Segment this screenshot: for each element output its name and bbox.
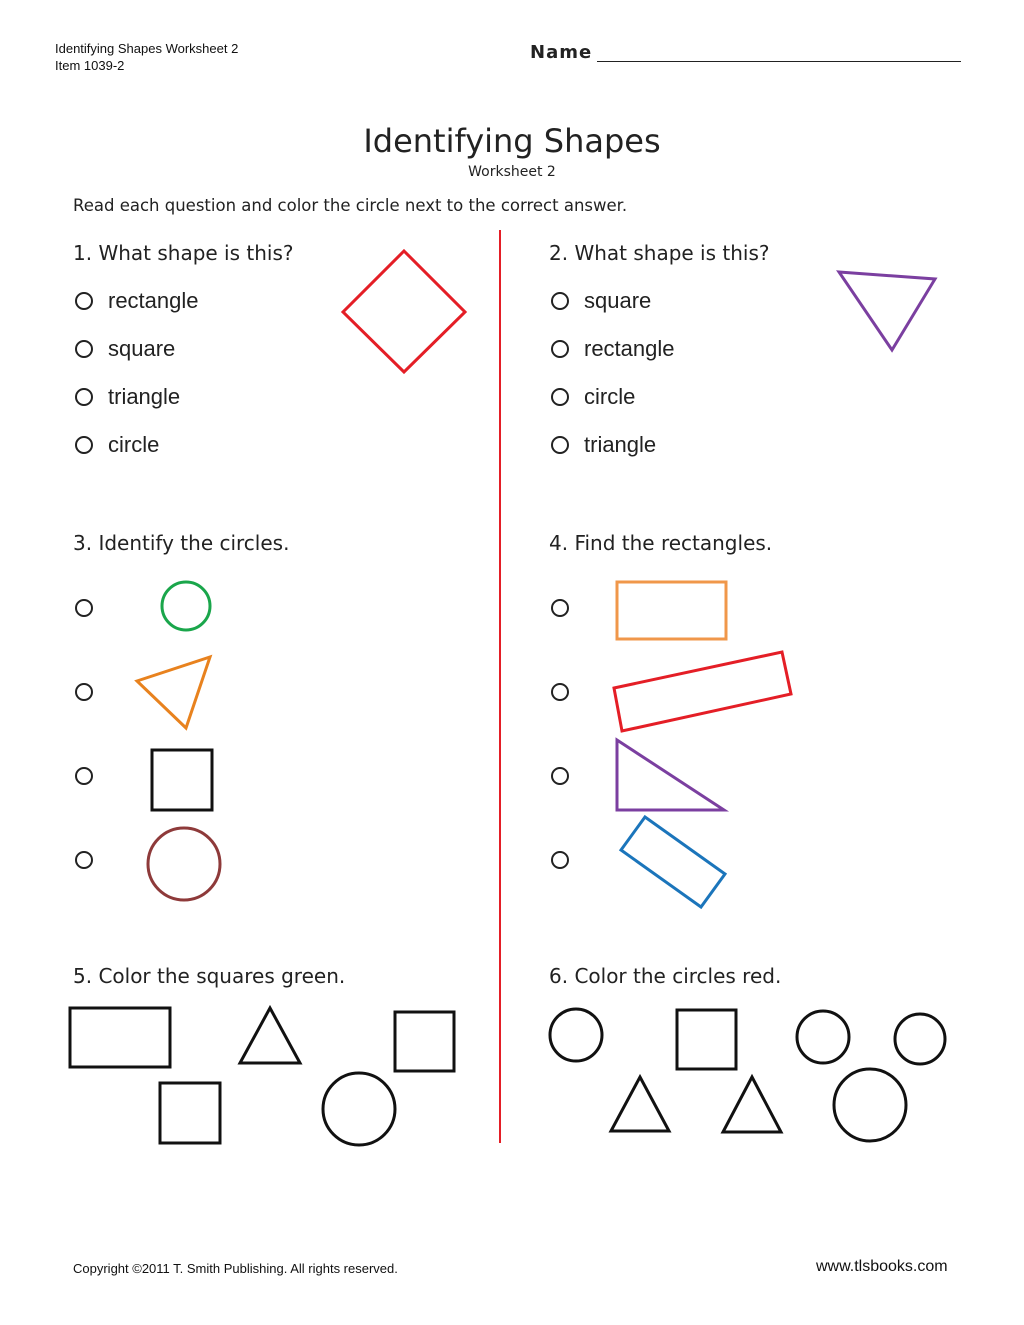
question-1-prompt: 1. What shape is this? — [73, 241, 294, 265]
q1-option-3-label: triangle — [108, 384, 181, 409]
q1-option-2-label: square — [108, 336, 176, 361]
q6-triangle-2[interactable] — [723, 1077, 781, 1132]
q4-choice-1-rectangle[interactable] — [617, 582, 726, 639]
q4-choice-3-triangle[interactable] — [617, 740, 724, 810]
q5-square-2[interactable] — [160, 1083, 220, 1143]
q6-circle-2[interactable] — [797, 1011, 849, 1063]
q6-triangle-1[interactable] — [611, 1077, 669, 1131]
q2-option-1-label: square — [584, 288, 652, 313]
item-number: Item 1039-2 — [55, 58, 125, 73]
q1-option-1-label: rectangle — [108, 288, 199, 313]
q4-choice-2-rectangle[interactable] — [614, 652, 791, 731]
q3-choice-3-square[interactable] — [152, 750, 212, 810]
q6-circle-4[interactable] — [834, 1069, 906, 1141]
page-title: Identifying Shapes — [363, 122, 661, 160]
q5-triangle[interactable] — [240, 1008, 300, 1063]
copyright-notice: Copyright ©2011 T. Smith Publishing. All rights reserved. — [73, 1261, 398, 1276]
q3-choice-4-circle[interactable] — [148, 828, 220, 900]
question-3-prompt: 3. Identify the circles. — [73, 531, 290, 555]
q5-rectangle[interactable] — [70, 1008, 170, 1067]
q2-triangle-shape — [839, 272, 935, 350]
page-subtitle: Worksheet 2 — [468, 164, 556, 180]
q6-circle-1[interactable] — [550, 1009, 602, 1061]
q3-choice-1-circle[interactable] — [162, 582, 210, 630]
q6-circle-3[interactable] — [895, 1014, 945, 1064]
name-label: Name — [530, 42, 593, 63]
question-4-prompt: 4. Find the rectangles. — [549, 531, 773, 555]
website-link[interactable]: www.tlsbooks.com — [816, 1258, 948, 1275]
instructions: Read each question and color the circle next to the correct answer. — [73, 196, 628, 215]
q1-option-4-label: circle — [108, 432, 160, 457]
q2-option-3-label: circle — [584, 384, 636, 409]
q6-square[interactable] — [677, 1010, 736, 1069]
q3-choice-2-triangle[interactable] — [137, 657, 210, 728]
q1-diamond-shape — [343, 251, 465, 372]
question-5-prompt: 5. Color the squares green. — [73, 964, 346, 988]
q4-choice-4-rectangle[interactable] — [621, 817, 725, 907]
q5-circle[interactable] — [323, 1073, 395, 1145]
question-6-prompt: 6. Color the circles red. — [549, 964, 782, 988]
q2-option-4-label: triangle — [584, 432, 657, 457]
q5-square-1[interactable] — [395, 1012, 454, 1071]
q2-option-2-label: rectangle — [584, 336, 675, 361]
worksheet-line: Identifying Shapes Worksheet 2 — [55, 41, 239, 56]
question-2-prompt: 2. What shape is this? — [549, 241, 770, 265]
